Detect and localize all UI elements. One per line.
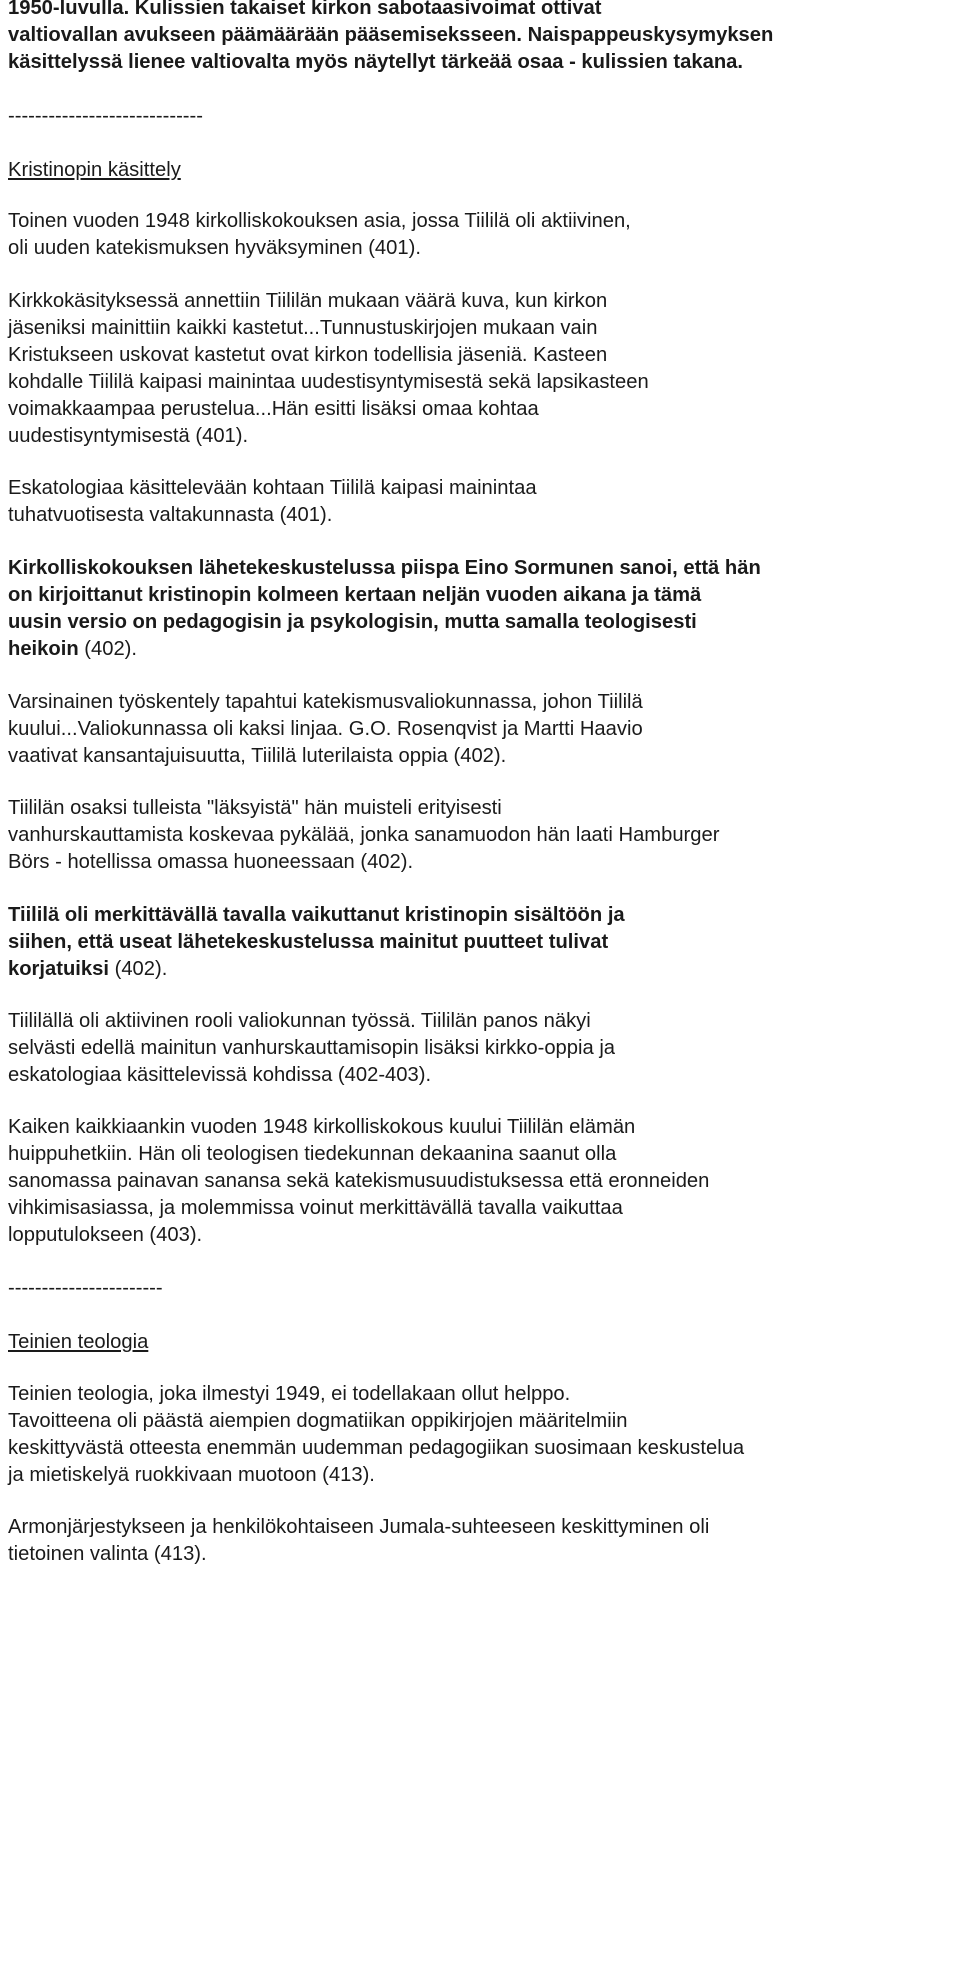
text-line: uudestisyntymisestä (401). (8, 425, 249, 447)
reference: (402). (78, 638, 138, 660)
paragraph (8, 475, 537, 529)
text-line: selvästi edellä mainitun vanhurskauttamisopin lisäksi kirkko-oppia ja (8, 1037, 616, 1059)
text-line: Börs - hotellissa omassa huoneessaan (402). (8, 851, 414, 873)
text-line: uusin versio on pedagogisin ja psykologisin, mutta samalla teologisesti (8, 611, 697, 633)
text-line: oli uuden katekismuksen hyväksyminen (401). (8, 237, 421, 259)
text-line (8, 636, 761, 663)
text-line: huippuhetkiin. Hän oli teologisen tiedekunnan dekaanina saanut olla (8, 1143, 617, 1165)
text-line: keskittyvästä otteesta enemmän uudemman pedagogiikan suosimaan keskustelua (8, 1437, 745, 1459)
bold-word: korjatuiksi (8, 958, 109, 980)
reference: (402). (108, 958, 168, 980)
bold-word: heikoin (8, 638, 79, 660)
section-heading-teinien-teologia: Teinien teologia (8, 1331, 149, 1353)
paragraph (8, 1381, 744, 1489)
text-line: Kristukseen uskovat kastetut ovat kirkon todellisia jäseniä. Kasteen (8, 344, 608, 366)
separator: ----------------------- (8, 1277, 163, 1299)
paragraph-emphasis (8, 902, 625, 983)
text-line: Tiililällä oli aktiivinen rooli valiokunnan työssä. Tiililän panos näkyi (8, 1010, 591, 1032)
section-heading-kristinopin-kasittely: Kristinopin käsittely (8, 159, 181, 181)
text-line: Armonjärjestykseen ja henkilökohtaiseen Jumala-suhteeseen keskittyminen oli (8, 1516, 710, 1538)
text-line: lopputulokseen (403). (8, 1224, 203, 1246)
text-line: Tavoitteena oli päästä aiempien dogmatiikan oppikirjojen määritelmiin (8, 1410, 628, 1432)
text-line: Teinien teologia, joka ilmestyi 1949, ei todellakaan ollut helppo. (8, 1383, 571, 1405)
paragraph (8, 795, 719, 876)
text-line: 1950-luvulla. Kulissien takaiset kirkon sabotaasivoimat ottivat (8, 0, 602, 19)
text-line: siihen, että useat lähetekeskustelussa mainitut puutteet tulivat (8, 931, 609, 953)
text-line: on kirjoittanut kristinopin kolmeen kertaan neljän vuoden aikana ja tämä (8, 584, 702, 606)
text-line: vaativat kansantajuisuutta, Tiililä luterilaista oppia (402). (8, 745, 507, 767)
paragraph-emphasis (8, 555, 761, 663)
text-line: Varsinainen työskentely tapahtui katekismusvaliokunnassa, johon Tiililä (8, 691, 643, 713)
text-line: ja mietiskelyä ruokkivaan muotoon (413). (8, 1464, 375, 1486)
text-line: voimakkaampaa perustelua...Hän esitti lisäksi omaa kohtaa (8, 398, 539, 420)
text-line: tuhatvuotisesta valtakunnasta (401). (8, 504, 333, 526)
text-line: Toinen vuoden 1948 kirkolliskokouksen asia, jossa Tiililä oli aktiivinen, (8, 210, 631, 232)
text-line: tietoinen valinta (413). (8, 1543, 207, 1565)
separator: ----------------------------- (8, 105, 203, 127)
intro-paragraph (8, 0, 773, 76)
text-line: Kirkolliskokouksen lähetekeskustelussa piispa Eino Sormunen sanoi, että hän (8, 557, 761, 579)
text-line: Kaiken kaikkiaankin vuoden 1948 kirkolliskokous kuului Tiililän elämän (8, 1116, 636, 1138)
paragraph (8, 1114, 709, 1249)
text-line: Tiililä oli merkittävällä tavalla vaikuttanut kristinopin sisältöön ja (8, 904, 625, 926)
text-line (8, 956, 625, 983)
paragraph (8, 288, 649, 450)
text-line: vihkimisasiassa, ja molemmissa voinut merkittävällä tavalla vaikuttaa (8, 1197, 623, 1219)
paragraph (8, 208, 631, 262)
text-line: valtiovallan avukseen päämäärään pääsemiseksseen. Naispappeuskysymyksen (8, 24, 774, 46)
text-line: kohdalle Tiililä kaipasi mainintaa uudestisyntymisestä sekä lapsikasteen (8, 371, 649, 393)
text-line: Tiililän osaksi tulleista "läksyistä" hän muisteli erityisesti (8, 797, 502, 819)
text-line: Eskatologiaa käsittelevään kohtaan Tiililä kaipasi mainintaa (8, 477, 537, 499)
text-line: vanhurskauttamista koskevaa pykälää, jonka sanamuodon hän laati Hamburger (8, 824, 720, 846)
paragraph (8, 1514, 709, 1568)
text-line: jäseniksi mainittiin kaikki kastetut...Tunnustuskirjojen mukaan vain (8, 317, 598, 339)
text-line: käsittelyssä lienee valtiovalta myös näytellyt tärkeää osaa - kulissien takana. (8, 51, 743, 73)
paragraph (8, 689, 643, 770)
paragraph (8, 1008, 615, 1089)
text-line: Kirkkokäsityksessä annettiin Tiililän mukaan väärä kuva, kun kirkon (8, 290, 608, 312)
text-line: eskatologiaa käsittelevissä kohdissa (402-403). (8, 1064, 432, 1086)
text-line: kuului...Valiokunnassa oli kaksi linjaa. G.O. Rosenqvist ja Martti Haavio (8, 718, 643, 740)
text-line: sanomassa painavan sanansa sekä katekismusuudistuksessa että eronneiden (8, 1170, 710, 1192)
